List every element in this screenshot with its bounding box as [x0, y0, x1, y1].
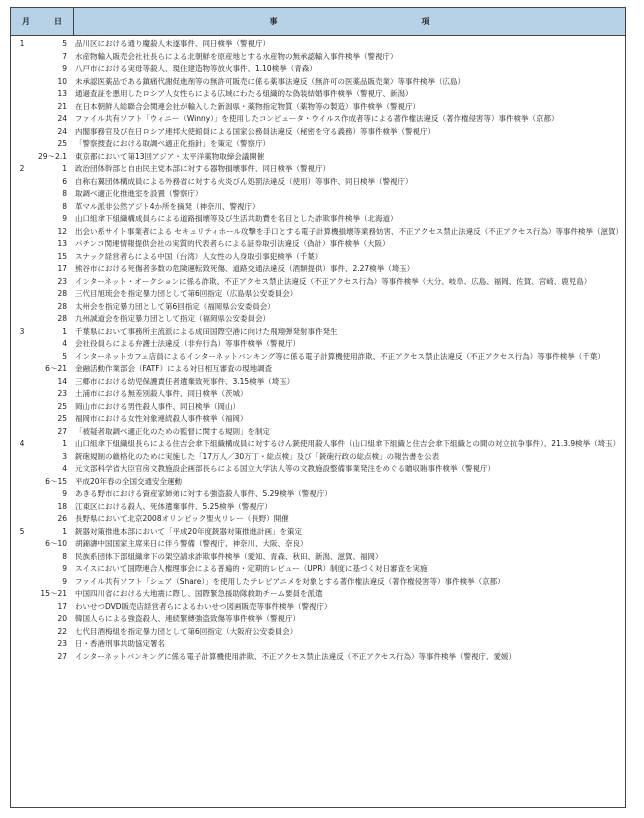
event-cell: 平成20年春の全国交通安全運動	[75, 476, 183, 486]
day-cell: 14	[57, 376, 67, 386]
table-body	[11, 38, 625, 663]
event-cell: インターネットカフェ店員によるインターネットバンキング等に係る電子計算機使用詐欺、不正アクセス禁止法違反（不正アクセス行為）等事件検挙（千葉）	[75, 351, 605, 361]
event-cell: 熊谷市における死傷者多数の危険運転致死傷、道路交通法違反（酒類提供）事件、2.27検挙（埼玉）	[75, 264, 415, 273]
table-row	[11, 226, 625, 239]
day-cell: 9	[62, 489, 67, 498]
event-cell: 政治団体幹部と自由民主党本部に対する器物損壊事件、同日検挙（警視庁）	[75, 164, 330, 173]
day-cell: 27	[57, 651, 67, 661]
month-cell: 5	[19, 526, 25, 536]
event-cell: 長野県において北京2008オリンピック聖火リレー（長野）開催	[75, 514, 289, 523]
event-cell: 出会い系サイト事業者による セキュリティホール攻撃を手口とする電子計算機損壊等業務妨害、不正アクセス禁止法違反（不正アクセス行為）等事件検挙（滋賀）	[75, 226, 624, 236]
table-row	[11, 213, 625, 226]
event-cell: 品川区における通り魔殺人未遂事件、同日検挙（警視庁）	[75, 39, 270, 48]
day-cell: 1	[62, 326, 67, 336]
event-cell: 「警察捜査における取調べ適正化指針」を策定（警察庁）	[75, 139, 270, 148]
event-column-header: 事 項	[269, 17, 430, 26]
table-row	[11, 513, 625, 526]
day-cell: 9	[62, 64, 67, 73]
event-cell: 山口組傘下組織組長らによる住吉会傘下組織構成員に対するけん銃使用殺人事件（山口組傘下組織と住吉会傘下組織との間の対立抗争事件）、21.3.9検挙（埼玉）	[75, 439, 621, 448]
day-cell: 25	[57, 139, 67, 148]
day-cell: 22	[57, 626, 67, 636]
table-row	[11, 463, 625, 476]
table-row	[11, 613, 625, 626]
day-cell: 6～10	[45, 539, 67, 548]
table-row	[11, 651, 625, 664]
day-cell: 27	[57, 426, 67, 436]
event-cell: 元文部科学省大臣官房文教施設企画部長らによる国立大学法人等の文教施設整備事業発注をめぐる贈収賄事件検挙（警視庁）	[75, 464, 495, 473]
table-row	[11, 451, 625, 464]
day-cell: 13	[57, 89, 67, 98]
day-cell: 12	[57, 226, 67, 236]
event-cell: スナック経営者らによる中国（台湾）人女性の人身取引事犯検挙（千葉）	[75, 251, 323, 261]
event-cell: 銃器対策推進本部において「平成20年度銃器対策推進計画」を策定	[75, 526, 303, 536]
table-row	[11, 176, 625, 189]
month-cell: 3	[19, 326, 25, 336]
day-cell: 1	[62, 526, 67, 536]
event-cell: 三郷市における幼児保護責任者遺棄致死事件、3.15検挙（埼玉）	[75, 376, 295, 386]
day-cell: 15～21	[40, 589, 67, 598]
table-row	[11, 288, 625, 301]
month-cell: 4	[19, 439, 25, 448]
day-cell: 5	[62, 39, 67, 48]
table-row	[11, 526, 625, 539]
table-row	[11, 126, 625, 139]
day-cell: 18	[57, 501, 67, 511]
event-cell: 七代目酒梅組を指定暴力団として第6回指定（大阪府公安委員会）	[75, 626, 298, 636]
event-cell: 日・香港刑事共助協定署名	[75, 639, 165, 648]
day-cell: 9	[62, 564, 67, 573]
event-cell: 民族系団体下部組織傘下の架空請求詐欺事件検挙（愛知、青森、秋田、新潟、滋賀、福岡）	[75, 551, 383, 561]
table-row	[11, 413, 625, 426]
day-cell: 21	[57, 101, 67, 111]
day-cell: 23	[57, 276, 67, 286]
event-cell: 江東区における殺人、死体遺棄事件、5.25検挙（警視庁）	[75, 501, 272, 511]
table-row	[11, 438, 625, 451]
table-row	[11, 301, 625, 314]
event-cell: インターネット・オークションに係る詐欺、不正アクセス禁止法違反（不正アクセス行為）等事件検挙（大分、岐阜、広島、福岡、佐賀、宮崎、鹿児島）	[75, 276, 592, 286]
table-row	[11, 38, 625, 51]
table-row	[11, 138, 625, 151]
event-cell: ファイル共有ソフト「ウィニー（Winny）」を使用したコンピュータ・ウイルス作成者等による著作権法違反（著作権侵害等）事件検挙（京都）	[75, 114, 559, 123]
table-row	[11, 588, 625, 601]
day-cell: 26	[57, 514, 67, 523]
table-row	[11, 426, 625, 439]
event-cell: 岡山市における男性殺人事件、同日検挙（岡山）	[75, 401, 240, 411]
day-cell: 25	[57, 401, 67, 411]
day-cell: 24	[57, 126, 67, 136]
event-cell: 胡錦濤中国国家主席来日に伴う警備（警視庁、神奈川、大阪、奈良）	[75, 539, 308, 548]
day-cell: 17	[57, 264, 67, 273]
table-row	[11, 163, 625, 176]
day-cell: 29～2.1	[38, 151, 67, 161]
day-cell: 1	[62, 439, 67, 448]
day-cell: 23	[57, 639, 67, 648]
event-cell: 金融活動作業部会（FATF）による対日相互審査の現地調査	[75, 364, 273, 373]
table-row	[11, 538, 625, 551]
table-row	[11, 626, 625, 639]
day-cell: 6～15	[45, 476, 67, 486]
event-cell: 「被疑者取調べ適正化のための監督に関する規則」を制定	[75, 426, 270, 436]
table-row	[11, 488, 625, 501]
event-cell: 自称右翼団体構成員による外務省に対する火炎びん処罰法違反（使用）等事件、同日検挙（警視庁）	[75, 176, 413, 186]
event-cell: 山口組傘下組織構成員らによる道路損壊等及び生活共助費を名目とした詐欺事件検挙（北海道）	[75, 214, 398, 223]
table-row	[11, 326, 625, 339]
table-row	[11, 576, 625, 589]
day-cell: 1	[62, 164, 67, 173]
event-cell: 通過査証を悪用したロシア人女性らによる広域にわたる組織的な偽装結婚事件検挙（警視庁、新潟）	[75, 89, 413, 98]
event-cell: 東京都において第13回アジア・太平洋薬物取締会議開催	[75, 151, 265, 161]
month-cell: 2	[19, 164, 25, 173]
day-cell: 9	[62, 576, 67, 586]
day-cell: 25	[57, 414, 67, 423]
day-cell: 6～21	[45, 364, 67, 373]
event-cell: 三代目旭琉会を指定暴力団として第6回指定（広島県公安委員会）	[75, 289, 298, 298]
day-cell: 28	[57, 314, 67, 323]
table-row	[11, 601, 625, 614]
event-cell: 未承認医薬品である鎮痛代謝促進剤等の無許可販売に係る薬事法違反（無許可の医薬品販売業）等事件検挙（広島）	[75, 76, 465, 86]
date-column-header: 月 日	[22, 17, 62, 26]
event-cell: 銃砲規制の厳格化のために実施した「17万人／30万丁・総点検」及び「銃砲行政の総点検」の報告書を公表	[75, 451, 440, 461]
table-row	[11, 51, 625, 64]
event-cell: わいせつDVD販売店経営者らによるわいせつ図画販売等事件検挙（警視庁）	[75, 601, 332, 611]
table-row	[11, 238, 625, 251]
day-cell: 4	[62, 339, 67, 348]
day-cell: 23	[57, 389, 67, 398]
table-row	[11, 251, 625, 264]
day-cell: 8	[62, 551, 67, 561]
day-cell: 8	[62, 189, 67, 198]
event-cell: 取調べ適正化推進室を設置（警察庁）	[75, 189, 203, 198]
event-cell: 九州誠道会を指定暴力団として指定（福岡県公安委員会）	[75, 314, 270, 323]
day-cell: 9	[62, 214, 67, 223]
month-cell: 1	[19, 39, 25, 48]
event-cell: あきる野市における資産家姉弟に対する強盗殺人事件、5.29検挙（警視庁）	[75, 489, 332, 498]
event-cell: 水産物輸入販売会社社長らによる北朝鮮を原産地とする水産物の無承認輸入事件検挙（警視庁）	[75, 51, 398, 61]
event-cell: 内閣事務官及び在日ロシア連邦大使館員による国家公務員法違反（秘密を守る義務）等事件検挙（警視庁）	[75, 126, 435, 136]
day-cell: 13	[57, 239, 67, 248]
day-cell: 5	[62, 351, 67, 361]
table-row	[11, 113, 625, 126]
table-row	[11, 376, 625, 389]
table-row	[11, 338, 625, 351]
table-row	[11, 401, 625, 414]
day-cell: 28	[57, 301, 67, 311]
day-cell: 10	[57, 76, 67, 86]
table-row	[11, 638, 625, 651]
table-row	[11, 313, 625, 326]
table-row	[11, 76, 625, 89]
day-cell: 28	[57, 289, 67, 298]
event-cell: パチンコ関連情報提供会社の実質的代表者らによる証券取引法違反（偽計）事件検挙（大阪）	[75, 239, 390, 248]
event-cell: スイスにおいて国際連合人権理事会による普遍的・定期的レビュー（UPR）制度に基づく対日審査を実施	[75, 564, 428, 573]
event-cell: 会社役員らによる弁護士法違反（非弁行為）等事件検挙（警視庁）	[75, 339, 300, 348]
event-cell: 革マル派非公然アジト4か所を摘発（神奈川、警視庁）	[75, 201, 260, 211]
table-row	[11, 101, 625, 114]
table-row	[11, 201, 625, 214]
table-row	[11, 88, 625, 101]
table-row	[11, 151, 625, 164]
day-cell: 24	[57, 114, 67, 123]
day-cell: 17	[57, 601, 67, 611]
event-cell: 八戸市における実母等殺人、現住建造物等放火事件、1.10検挙（青森）	[75, 64, 317, 73]
event-cell: 福岡市における女性対象連続殺人事件検挙（福岡）	[75, 414, 248, 423]
table-row	[11, 63, 625, 76]
day-cell: 7	[62, 51, 67, 61]
table-row	[11, 551, 625, 564]
day-cell: 8	[62, 201, 67, 211]
day-cell: 6	[62, 176, 67, 186]
table-row	[11, 276, 625, 289]
event-cell: 千葉県において事務所主流派による成田国際空港に向けた飛翔弾発射事件発生	[75, 326, 338, 336]
table-row	[11, 563, 625, 576]
table-header	[11, 8, 625, 36]
event-cell: 土浦市における無差別殺人事件、同日検挙（茨城）	[75, 389, 248, 398]
chronology-table	[10, 7, 626, 808]
table-row	[11, 351, 625, 364]
event-cell: インターネットバンキングに係る電子計算機使用詐欺、不正アクセス禁止法違反（不正アクセス行為）等事件検挙（警視庁、愛媛）	[75, 651, 516, 661]
table-row	[11, 501, 625, 514]
table-row	[11, 363, 625, 376]
table-row	[11, 263, 625, 276]
table-row	[11, 388, 625, 401]
table-row	[11, 476, 625, 489]
day-cell: 4	[62, 464, 67, 473]
table-row	[11, 188, 625, 201]
event-cell: 中国四川省における大地震に際し、国際緊急援助隊救助チーム要員を派遣	[75, 589, 323, 598]
event-cell: 在日本朝鮮人総聯合会関連会社が輸入した新潟県・薬物指定物質（薬物等の製造）事件検挙（警視庁）	[75, 101, 420, 111]
day-cell: 15	[57, 251, 67, 261]
event-cell: 太州会を指定暴力団として第6回指定（福岡県公安委員会）	[75, 301, 275, 311]
event-cell: ファイル共有ソフト「シェア（Share）」を使用したテレビアニメを対象とする著作権法違反（著作権侵害等）事件検挙（京都）	[75, 576, 505, 586]
event-cell: 韓国人らによる強盗殺人、連続緊縛強盗致傷等事件検挙（警視庁）	[75, 614, 300, 623]
day-cell: 20	[57, 614, 67, 623]
day-cell: 3	[62, 451, 67, 461]
